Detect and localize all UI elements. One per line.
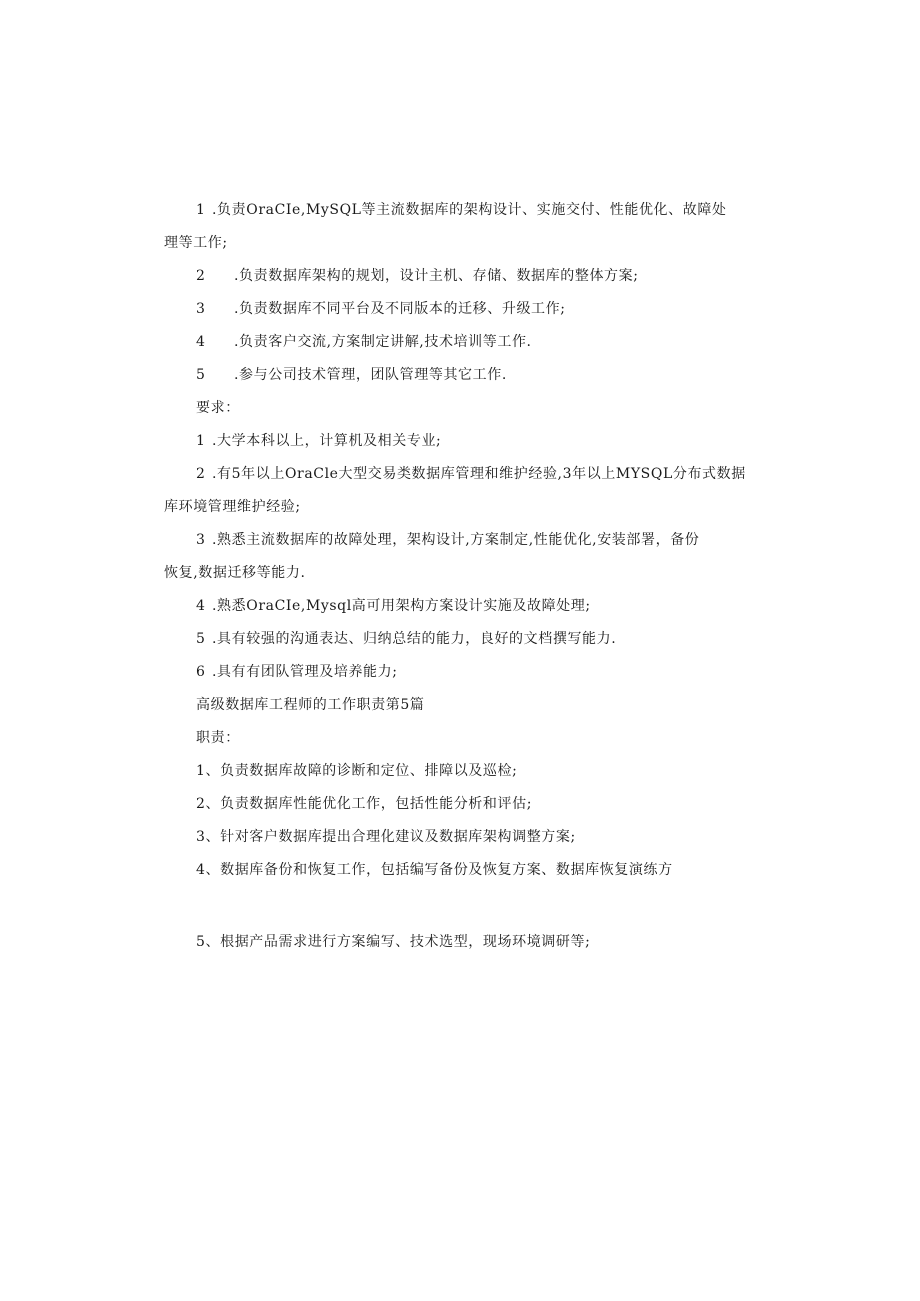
duty2-item-3-number: 3、 bbox=[196, 829, 221, 845]
requirement-item-2 bbox=[196, 464, 746, 484]
duty2-item-1-text: 负责数据库故障的诊断和定位、排障以及巡检; bbox=[220, 763, 518, 779]
duty2-item-4-number: 4、 bbox=[196, 862, 221, 878]
duty2-item-1 bbox=[196, 761, 517, 781]
requirement-item-5 bbox=[196, 629, 616, 649]
duty2-item-4-text: 数据库备份和恢复工作，包括编写备份及恢复方案、数据库恢复演练方 bbox=[220, 862, 673, 878]
duty2-item-5-text: 根据产品需求进行方案编写、技术选型，现场环境调研等; bbox=[220, 934, 591, 950]
requirement-item-4 bbox=[196, 596, 591, 616]
duty-item-5 bbox=[196, 365, 507, 385]
requirement-item-3-continuation: 恢复,数据迁移等能力. bbox=[164, 565, 306, 581]
requirement-item-3-number: 3 bbox=[196, 532, 206, 548]
duty-item-1 bbox=[196, 200, 727, 220]
duty2-item-2-number: 2、 bbox=[196, 796, 221, 812]
duty2-item-3 bbox=[196, 827, 576, 847]
requirement-item-6-number: 6 bbox=[196, 664, 206, 680]
duty-item-2-number: 2 bbox=[196, 268, 206, 284]
duty-item-5-number: 5 bbox=[196, 367, 206, 383]
duty-item-2 bbox=[196, 266, 639, 286]
requirement-item-3-text: .熟悉主流数据库的故障处理，架构设计,方案制定,性能优化,安装部署，备份 bbox=[212, 532, 700, 548]
duty-item-5-text: .参与公司技术管理，团队管理等其它工作. bbox=[234, 367, 507, 383]
requirement-item-4-number: 4 bbox=[196, 598, 206, 614]
duty2-item-3-text: 针对客户数据库提出合理化建议及数据库架构调整方案; bbox=[220, 829, 576, 845]
duty-item-1-continuation: 理等工作; bbox=[164, 235, 228, 251]
requirement-item-3 bbox=[196, 530, 699, 550]
duty-item-4-number: 4 bbox=[196, 334, 206, 350]
duty-item-4-text: .负责客户交流,方案制定讲解,技术培训等工作. bbox=[234, 334, 532, 350]
requirement-item-2-text: .有5年以上OraCle大型交易类数据库管理和维护经验,3年以上MYSQL分布式数据 bbox=[212, 466, 746, 482]
duty-item-1-text: .负责OraCIe,MySQL等主流数据库的架构设计、实施交付、性能优化、故障处 bbox=[212, 202, 727, 218]
duties-heading: 职责： bbox=[196, 730, 240, 746]
requirement-item-6-text: .具有有团队管理及培养能力; bbox=[212, 664, 398, 680]
requirement-item-1-number: 1 bbox=[196, 433, 206, 449]
duty2-item-2 bbox=[196, 794, 532, 814]
duty-item-1-number: 1 bbox=[196, 202, 206, 218]
requirement-item-5-text: .具有较强的沟通表达、归纳总结的能力，良好的文档撰写能力. bbox=[212, 631, 617, 647]
duty-item-2-text: .负责数据库架构的规划，设计主机、存储、数据库的整体方案; bbox=[234, 268, 639, 284]
duty-item-3 bbox=[196, 299, 566, 319]
requirement-item-2-continuation: 库环境管理维护经验; bbox=[164, 499, 301, 515]
section-title: 高级数据库工程师的工作职责第5篇 bbox=[196, 697, 425, 713]
requirements-heading: 要求： bbox=[196, 400, 240, 416]
duty-item-3-text: .负责数据库不同平台及不同版本的迁移、升级工作; bbox=[234, 301, 566, 317]
duty-item-4 bbox=[196, 332, 532, 352]
duty-item-3-number: 3 bbox=[196, 301, 206, 317]
duty2-item-2-text: 负责数据库性能优化工作，包括性能分析和评估; bbox=[220, 796, 533, 812]
requirement-item-1 bbox=[196, 431, 441, 451]
duty2-item-4 bbox=[196, 860, 673, 880]
requirement-item-5-number: 5 bbox=[196, 631, 206, 647]
requirement-item-4-text: .熟悉OraCIe,Mysql高可用架构方案设计实施及故障处理; bbox=[212, 598, 591, 614]
duty2-item-5 bbox=[196, 932, 590, 952]
requirement-item-2-number: 2 bbox=[196, 466, 206, 482]
requirement-item-1-text: .大学本科以上，计算机及相关专业; bbox=[212, 433, 442, 449]
duty2-item-1-number: 1、 bbox=[196, 763, 221, 779]
duty2-item-5-number: 5、 bbox=[196, 934, 221, 950]
requirement-item-6 bbox=[196, 662, 398, 682]
